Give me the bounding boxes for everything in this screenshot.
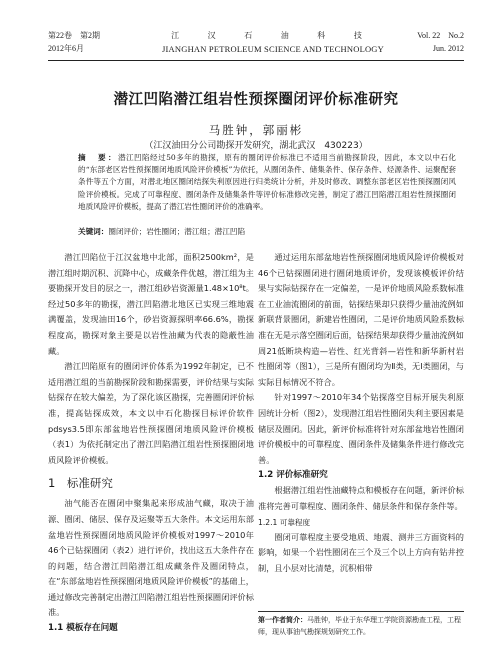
footnote-label: 第一作者简介：: [258, 616, 307, 624]
author-footnote: [258, 611, 464, 638]
abstract: [78, 152, 456, 213]
journal-name-cn: 江 汉 石 油 科 技: [171, 31, 375, 40]
paragraph: 根据潜江组岩性油藏特点和模板存在问题，新评价标准将完善可靠程度、圈闭条件、储层条件和保存条件等。: [258, 485, 464, 511]
keywords-text: 圈闭评价；岩性圈闭；潜江组；潜江凹陷: [108, 227, 246, 236]
keywords-label: 关键词：: [78, 227, 109, 236]
date-cn: 2012年6月: [48, 44, 84, 53]
article-title: 潜江凹陷潜江组岩性预探圈闭评价标准研究: [113, 92, 399, 108]
abstract-text: 潜江凹陷经过50多年的勘探，原有的圈闭评价标准已不适用当前勘探阶段，因此，本文以中石化的“东部老区岩性预探圈闭地质风险评价模板”为依托，从圈闭条件、储集条件、保存条件、烃源条件、运聚配套条件等五个方面，对潜北地区圈闭结探失利原因进行归类统计分析，并及时修改、调整东部老区岩性预探圈闭风险评价模板。完成了可靠程度、圈闭条件及储集条件等评价标准修改完善，制定了潜江凹陷潜江组岩性预探圈闭地质风险评价模板，提高了潜江岩性圈闭评价的准确率。: [78, 153, 456, 211]
left-column: [48, 250, 254, 636]
subsubsection-heading: 1.2.1 可靠程度: [258, 517, 311, 527]
paragraph: 针对1997～2010年34个钻探落空目标开展失利原因统计分析（图2），发现潜江组岩性圈闭失利主要因素是储层及圈闭。因此，新评价标准将针对东部盆地岩性圈闭评价模板中的可靠程度、圈闭条件及储集条件进行修改完善。: [258, 392, 464, 465]
abstract-label: 摘 要：: [78, 153, 119, 162]
journal-name-en: JIANGHAN PETROLEUM SCIENCE AND TECHNOLOGY: [162, 44, 384, 54]
paragraph: 圈闭可靠程度主要受地质、地震、测井三方面资料的影响，如果一个岩性圈闭在三个及三个以上方向有钻井控制，且小层对比清楚，沉积相带: [258, 531, 464, 573]
footnote-text: 马胜钟，毕业于东华理工学院资源勘查工程，工程师，现从事油气勘探规划研究工作。: [258, 616, 461, 636]
date-en: Jun. 2012: [432, 44, 464, 53]
journal-header: [48, 30, 464, 61]
paragraph: 油气能否在圈闭中聚集起来形成油气藏，取决于油源、圈闭、储层、保存及运聚等五大条件。本文运用东部盆地岩性预探圈闭地质风险评价模板对1997～2010年46个已钻探圈闭（表2）进行评价，找出这五大条件存在的问题，结合潜江凹陷潜江组成藏条件及圈闭特点，在“东部盆地岩性预探圈闭地质风险评价模板”的基础上，通过修改完善制定出潜江凹陷潜江组岩性预探圈闭评价标准。: [48, 498, 254, 618]
right-column: [258, 250, 464, 576]
subsection-heading: 1.2 评价标准研究: [258, 470, 328, 481]
paragraph: 通过运用东部盆地岩性预探圈闭地质风险评价模板对46个已钻探圈闭进行圈闭地质评价，发现该模板评价结果与实际钻探存在一定偏差，一是评价地质风险系数标准在工业油流圈闭的前面，钻探结果却只获得少量油流例如新联背景圈闭，新建岩性圈闭，二是评价地质风险系数标准在无是示落空圈闭后面，钻探结果却获得少量油流例如周21低断块构造—岩性、红光背斜—岩性和新华新村岩性圈闭等（图1），三是所有圈闭均为Ⅱ类，无Ⅰ类圈闭，与实际目标情况不符合。: [258, 252, 464, 387]
paragraph: 潜江凹陷原有的圈闭评价体系为1992年制定，已不适用潜江组的当前勘探阶段和勘探需要，评价结果与实际钻探存在较大偏差，为了深化该区勘探，完善圈闭评价标准，提高钻探成效，本文以中石化勘探目标评价软件pdsys3.5即东部盆地岩性预探圈闭地质风险评价模板（表1）为依托制定出了潜江凹陷潜江组岩性预探圈闭地质风险评价模板。: [48, 361, 254, 465]
paragraph: 潜江凹陷位于江汉盆地中北部，面积2500km²，是潜江组时期沉积、沉降中心，成藏条件优越，潜江组为主要勘探开发目的层之一，潜江组砂岩资源量1.48×10⁸t。经过50多年的勘探，潜江凹陷潜北地区已实现三维地震满覆盖，发现油田16个，砂岩资源探明率66.6%，勘探程度高，勘探对象主要是以岩性油藏为代表的隐蔽性油藏。: [48, 252, 254, 356]
volume-cn: 第22卷 第2期: [48, 31, 100, 40]
section-heading: 1 标准研究: [48, 476, 113, 491]
volume-en: Vol. 22 No.2: [417, 31, 464, 40]
article-affiliation: （江汉油田分公司勘探开发研究，湖北武汉 430223）: [144, 141, 368, 151]
keywords: [78, 226, 456, 238]
subsection-heading: 1.1 模板存在问题: [48, 623, 118, 634]
article-authors: 马胜钟，郭丽彬: [208, 123, 304, 137]
